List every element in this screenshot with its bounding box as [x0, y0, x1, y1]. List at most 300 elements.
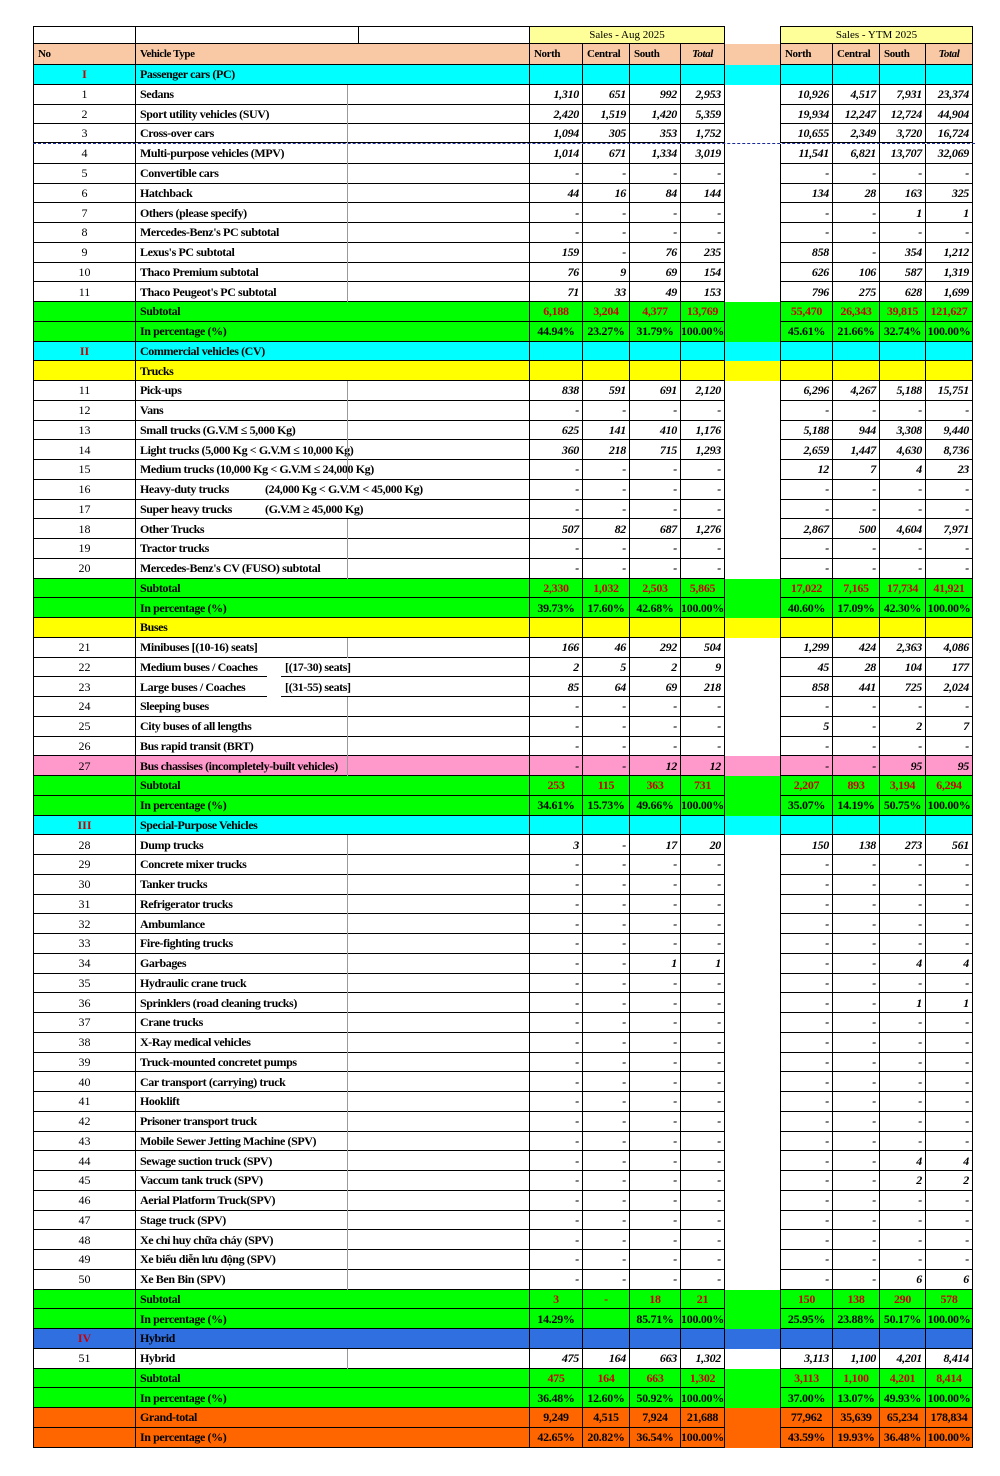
month-value-south: -	[630, 697, 681, 717]
month-value-total: 9	[681, 658, 725, 678]
table-row	[33, 1013, 975, 1033]
month-value-total: 13,769	[681, 302, 725, 322]
month-value-south: -	[630, 934, 681, 954]
month-value-south: -	[630, 1033, 681, 1053]
month-value-total: 100.00%	[681, 1388, 725, 1408]
ytm-value-central: -	[833, 737, 880, 757]
table-row	[33, 658, 975, 678]
month-value-total: -	[681, 539, 725, 559]
vehicle-type-label: Commercial vehicles (CV)	[136, 342, 530, 362]
ytm-empty-cell	[926, 1329, 973, 1349]
column-header-vehicle-type: Vehicle Type	[136, 44, 530, 65]
month-value-north: 1,094	[530, 124, 583, 143]
month-value-central: 64	[583, 677, 630, 697]
ytm-value-central: 2,349	[833, 124, 880, 143]
row-number: 50	[33, 1270, 136, 1290]
table-row	[33, 954, 975, 974]
month-value-total: 5,865	[681, 579, 725, 599]
month-value-south: -	[630, 500, 681, 520]
row-number: 28	[33, 835, 136, 855]
ytm-value-total: 1	[926, 203, 973, 223]
ytm-value-north: -	[780, 1151, 833, 1171]
column-divider	[347, 164, 348, 184]
row-number: 43	[33, 1132, 136, 1152]
month-value-south: 363	[630, 776, 681, 796]
table-row	[33, 835, 975, 855]
ytm-value-total: 121,627	[926, 302, 973, 322]
row-number	[33, 796, 136, 816]
month-value-total: -	[681, 934, 725, 954]
group-row	[33, 618, 975, 638]
ytm-value-total: 95	[926, 756, 973, 776]
table-row	[33, 1151, 975, 1171]
month-value-central: -	[583, 500, 630, 520]
ytm-value-total: 100.00%	[926, 322, 973, 342]
gap-cell	[725, 796, 780, 816]
ytm-value-north: 12	[780, 460, 833, 480]
gap-cell	[725, 342, 780, 362]
row-number: 12	[33, 401, 136, 421]
vehicle-type-label: Xe biểu diễn lưu động (SPV)	[136, 1250, 530, 1270]
ytm-value-south: 104	[880, 658, 926, 678]
gap-cell	[725, 756, 780, 776]
row-number: 3	[33, 124, 136, 143]
gap-cell	[725, 1270, 780, 1290]
ytm-value-south: -	[880, 697, 926, 717]
ytm-value-north: -	[780, 875, 833, 895]
row-number: 27	[33, 756, 136, 776]
month-value-north: -	[530, 756, 583, 776]
ytm-value-total: 561	[926, 835, 973, 855]
gap-cell	[725, 1171, 780, 1191]
ytm-value-north: -	[780, 1250, 833, 1270]
ytm-value-south: 95	[880, 756, 926, 776]
gap-cell	[725, 993, 780, 1013]
month-value-total: -	[681, 1013, 725, 1033]
vehicle-type-label: Heavy-duty trucks	[136, 480, 267, 500]
month-value-north: -	[530, 559, 583, 579]
section-row	[33, 342, 975, 362]
gap-cell	[725, 1151, 780, 1171]
month-value-central: -	[583, 1092, 630, 1112]
row-number: IV	[33, 1329, 136, 1349]
row-number: 9	[33, 243, 136, 263]
ytm-value-south: -	[880, 1053, 926, 1073]
ytm-value-central: -	[833, 539, 880, 559]
month-value-central: -	[583, 480, 630, 500]
ytm-value-total: 1,212	[926, 243, 973, 263]
ytm-value-south: 4	[880, 1151, 926, 1171]
gap-cell	[725, 1033, 780, 1053]
month-value-south: -	[630, 559, 681, 579]
ytm-value-north: -	[780, 1053, 833, 1073]
row-number: 15	[33, 460, 136, 480]
ytm-value-north: -	[780, 1211, 833, 1231]
section-row	[33, 65, 975, 85]
month-value-total: 100.00%	[681, 322, 725, 342]
column-divider	[347, 539, 348, 559]
row-number	[33, 322, 136, 342]
ytm-value-central: -	[833, 223, 880, 243]
month-value-central: -	[583, 1112, 630, 1132]
row-number: 46	[33, 1191, 136, 1211]
table-row	[33, 1230, 975, 1250]
row-number: 32	[33, 914, 136, 934]
month-value-north: 507	[530, 519, 583, 539]
row-number	[33, 1290, 136, 1310]
row-number: 11	[33, 381, 136, 401]
column-divider	[347, 1250, 348, 1270]
ytm-value-total: 1,319	[926, 263, 973, 283]
vehicle-type-label: Medium trucks (10,000 Kg < G.V.M ≤ 24,000 Kg)	[136, 460, 530, 480]
ytm-value-north: -	[780, 1033, 833, 1053]
vehicle-type-label: Light trucks (5,000 Kg < G.V.M ≤ 10,000 Kg)	[136, 440, 530, 460]
month-value-north: 1,310	[530, 85, 583, 105]
ytm-value-north: -	[780, 539, 833, 559]
table-row	[33, 1211, 975, 1231]
table-row	[33, 1349, 975, 1369]
gap-cell	[725, 184, 780, 204]
month-value-central: -	[583, 223, 630, 243]
column-divider	[347, 1132, 348, 1152]
ytm-empty-cell	[833, 342, 880, 362]
month-value-total: 1,276	[681, 519, 725, 539]
ytm-value-south: -	[880, 1072, 926, 1092]
ytm-value-central: -	[833, 1250, 880, 1270]
ytm-value-total: -	[926, 934, 973, 954]
vehicle-type-label: Thaco Peugeot's PC subtotal	[136, 282, 530, 302]
ytm-value-central: 4,267	[833, 381, 880, 401]
month-value-central: 16	[583, 184, 630, 204]
ytm-value-total: 16,724	[926, 124, 973, 143]
month-value-central: 305	[583, 124, 630, 143]
pct-row	[33, 1388, 975, 1408]
ytm-value-central: 106	[833, 263, 880, 283]
ytm-value-north: -	[780, 164, 833, 184]
month-value-total: 153	[681, 282, 725, 302]
ytm-empty-cell	[780, 361, 833, 381]
gap-cell	[725, 440, 780, 460]
month-value-central: -	[583, 914, 630, 934]
month-value-central: -	[583, 164, 630, 184]
row-number: 30	[33, 875, 136, 895]
table-row	[33, 460, 975, 480]
ytm-value-central: 441	[833, 677, 880, 697]
row-number: 45	[33, 1171, 136, 1191]
month-empty-cell	[681, 618, 725, 638]
month-value-total: 1,302	[681, 1349, 725, 1369]
month-value-south: -	[630, 1112, 681, 1132]
month-value-north: 625	[530, 421, 583, 441]
gap-cell	[725, 322, 780, 342]
row-number: 40	[33, 1072, 136, 1092]
column-divider	[347, 243, 348, 263]
vehicle-type-label: Garbages	[136, 954, 530, 974]
vehicle-type-label: Xe Ben Bin (SPV)	[136, 1270, 530, 1290]
vehicle-type-label: Bus chassises (incompletely-built vehicles)	[136, 756, 530, 776]
month-value-central: -	[583, 1250, 630, 1270]
month-value-total: 154	[681, 263, 725, 283]
month-value-north: -	[530, 1053, 583, 1073]
column-divider	[347, 282, 348, 302]
ytm-value-south: -	[880, 480, 926, 500]
month-value-north: -	[530, 1211, 583, 1231]
ytm-value-total: 177	[926, 658, 973, 678]
month-value-south: 992	[630, 85, 681, 105]
column-divider	[347, 1092, 348, 1112]
gap-cell	[725, 263, 780, 283]
row-number: 20	[33, 559, 136, 579]
vehicle-type-label: In percentage (%)	[136, 1388, 530, 1408]
ytm-value-total: -	[926, 480, 973, 500]
table-row	[33, 677, 975, 697]
vehicle-type-label: Others (please specify)	[136, 203, 530, 223]
header-row-top	[33, 26, 975, 44]
month-value-central: 115	[583, 776, 630, 796]
vehicle-type-label: Tanker trucks	[136, 875, 530, 895]
table-row	[33, 500, 975, 520]
row-number: III	[33, 816, 136, 836]
month-value-total: 218	[681, 677, 725, 697]
month-empty-cell	[583, 1329, 630, 1349]
ytm-value-north: -	[780, 1171, 833, 1191]
ytm-empty-cell	[833, 65, 880, 85]
ytm-empty-cell	[880, 618, 926, 638]
month-value-central: -	[583, 1230, 630, 1250]
month-value-central: -	[583, 934, 630, 954]
ytm-value-north: 2,867	[780, 519, 833, 539]
month-value-north: 3	[530, 835, 583, 855]
ytm-value-central: 4,517	[833, 85, 880, 105]
month-value-south: 50.92%	[630, 1388, 681, 1408]
row-number: 29	[33, 855, 136, 875]
vehicle-type-spec: (24,000 Kg < G.V.M < 45,000 Kg)	[261, 480, 530, 500]
ytm-value-north: 3,113	[780, 1349, 833, 1369]
ytm-value-total: -	[926, 559, 973, 579]
ytm-value-south: -	[880, 1191, 926, 1211]
ytm-value-north: 3,113	[780, 1369, 833, 1389]
month-value-total: 1,176	[681, 421, 725, 441]
month-value-total: 1,302	[681, 1369, 725, 1389]
ytm-value-south: 2	[880, 717, 926, 737]
column-divider	[347, 124, 348, 143]
ytm-value-total: -	[926, 1132, 973, 1152]
column-divider	[347, 85, 348, 105]
month-value-north: -	[530, 954, 583, 974]
row-number: 23	[33, 677, 136, 697]
month-value-north: -	[530, 223, 583, 243]
vehicle-type-label: Cross-over cars	[136, 124, 530, 143]
month-value-total: 144	[681, 184, 725, 204]
row-number	[33, 1408, 136, 1428]
ytm-empty-cell	[880, 342, 926, 362]
ytm-value-north: -	[780, 914, 833, 934]
ytm-value-south: -	[880, 1211, 926, 1231]
table-row	[33, 638, 975, 658]
vehicle-type-label: Xe chỉ huy chữa cháy (SPV)	[136, 1230, 530, 1250]
ytm-value-south: 3,308	[880, 421, 926, 441]
month-value-central: 591	[583, 381, 630, 401]
ytm-value-central: -	[833, 401, 880, 421]
ytm-empty-cell	[880, 65, 926, 85]
ytm-value-north: -	[780, 401, 833, 421]
row-number	[33, 361, 136, 381]
ytm-value-north: -	[780, 480, 833, 500]
ytm-value-north: 5	[780, 717, 833, 737]
ytm-value-south: 12,724	[880, 105, 926, 125]
column-divider	[347, 203, 348, 223]
row-number: 35	[33, 974, 136, 994]
ytm-value-north: 626	[780, 263, 833, 283]
month-value-south: 691	[630, 381, 681, 401]
row-number: 34	[33, 954, 136, 974]
ytm-empty-cell	[833, 618, 880, 638]
row-number: 49	[33, 1250, 136, 1270]
ytm-value-central: 7,165	[833, 579, 880, 599]
ytm-value-central: -	[833, 1270, 880, 1290]
gap-cell	[725, 539, 780, 559]
ytm-value-south: 4,201	[880, 1369, 926, 1389]
sales-ytm-header: Sales - YTM 2025	[780, 26, 973, 44]
row-number: 13	[33, 421, 136, 441]
table-row	[33, 914, 975, 934]
vehicle-type-label: Lexus's PC subtotal	[136, 243, 530, 263]
month-value-north: -	[530, 401, 583, 421]
gap-cell	[725, 1053, 780, 1073]
month-empty-cell	[530, 816, 583, 836]
ytm-value-total: 8,414	[926, 1369, 973, 1389]
ytm-value-north: -	[780, 954, 833, 974]
ytm-value-central: 21.66%	[833, 322, 880, 342]
table-row	[33, 895, 975, 915]
ytm-value-central: 275	[833, 282, 880, 302]
row-number: 18	[33, 519, 136, 539]
table-row	[33, 717, 975, 737]
month-value-total: -	[681, 1033, 725, 1053]
ytm-value-central: 424	[833, 638, 880, 658]
ytm-value-south: -	[880, 855, 926, 875]
table-row	[33, 105, 975, 125]
ytm-value-south: 4	[880, 954, 926, 974]
ytm-value-north: -	[780, 1092, 833, 1112]
table-row	[33, 519, 975, 539]
row-number: 25	[33, 717, 136, 737]
month-value-central: -	[583, 1053, 630, 1073]
vehicle-type-label: In percentage (%)	[136, 322, 530, 342]
month-value-south: 715	[630, 440, 681, 460]
ytm-value-south: 17,734	[880, 579, 926, 599]
table-row	[33, 1191, 975, 1211]
month-value-north: -	[530, 855, 583, 875]
header-row-columns	[33, 44, 975, 65]
gap-cell	[725, 65, 780, 85]
month-value-total: -	[681, 559, 725, 579]
gap-cell	[725, 677, 780, 697]
month-value-south: 7,924	[630, 1408, 681, 1428]
vehicle-type-spec: [(17-30) seats]	[281, 658, 530, 678]
table-row	[33, 697, 975, 717]
month-value-north: 44	[530, 184, 583, 204]
ytm-value-south: 7,931	[880, 85, 926, 105]
gap-cell	[725, 105, 780, 125]
ytm-value-central: -	[833, 1033, 880, 1053]
ytm-value-total: -	[926, 1112, 973, 1132]
row-number	[33, 1388, 136, 1408]
vehicle-type-label: Subtotal	[136, 1290, 530, 1310]
gap-cell	[725, 1072, 780, 1092]
gap-cell	[725, 1092, 780, 1112]
gap-cell	[725, 500, 780, 520]
pct-row	[33, 598, 975, 618]
ytm-value-central: 28	[833, 184, 880, 204]
ytm-value-total: 32,069	[926, 144, 973, 164]
month-empty-cell	[530, 618, 583, 638]
month-value-central: -	[583, 1033, 630, 1053]
ytm-value-north: 5,188	[780, 421, 833, 441]
table-row	[33, 164, 975, 184]
month-value-central: -	[583, 401, 630, 421]
ytm-value-south: -	[880, 737, 926, 757]
ytm-value-south: -	[880, 1092, 926, 1112]
gap-cell	[725, 164, 780, 184]
month-value-north: -	[530, 500, 583, 520]
ytm-value-north: 150	[780, 835, 833, 855]
table-row	[33, 282, 975, 302]
month-value-north: -	[530, 974, 583, 994]
ytm-value-north: 134	[780, 184, 833, 204]
gap-cell	[725, 697, 780, 717]
gap-cell	[725, 638, 780, 658]
row-number: 37	[33, 1013, 136, 1033]
month-value-central: -	[583, 993, 630, 1013]
column-divider	[347, 460, 348, 480]
month-value-south: -	[630, 1092, 681, 1112]
row-number	[33, 776, 136, 796]
grand-row	[33, 1408, 975, 1428]
ytm-value-south: -	[880, 934, 926, 954]
ytm-value-north: -	[780, 1013, 833, 1033]
ytm-value-central: -	[833, 697, 880, 717]
ytm-empty-cell	[880, 1329, 926, 1349]
subtotal-row	[33, 776, 975, 796]
table-row	[33, 381, 975, 401]
column-divider	[347, 105, 348, 125]
gap-cell	[725, 1132, 780, 1152]
ytm-value-north: 25.95%	[780, 1309, 833, 1329]
section-row	[33, 816, 975, 836]
table-row	[33, 421, 975, 441]
ytm-value-south: 6	[880, 1270, 926, 1290]
month-value-south: 69	[630, 677, 681, 697]
ytm-value-north: 17,022	[780, 579, 833, 599]
month-value-central: -	[583, 1211, 630, 1231]
month-value-total: -	[681, 460, 725, 480]
month-empty-cell	[583, 361, 630, 381]
gap-cell	[725, 974, 780, 994]
ytm-value-north: -	[780, 974, 833, 994]
row-number: 38	[33, 1033, 136, 1053]
ytm-value-south: 65,234	[880, 1408, 926, 1428]
vehicle-type-label: Sewage suction truck (SPV)	[136, 1151, 530, 1171]
vehicle-type-label: Mobile Sewer Jetting Machine (SPV)	[136, 1132, 530, 1152]
ytm-value-central: 1,100	[833, 1349, 880, 1369]
row-number	[33, 1369, 136, 1389]
month-value-total: 2,120	[681, 381, 725, 401]
table-row	[33, 480, 975, 500]
ytm-value-total: 15,751	[926, 381, 973, 401]
vehicle-type-label: Super heavy trucks	[136, 500, 267, 520]
header-blank-cell	[33, 26, 136, 44]
